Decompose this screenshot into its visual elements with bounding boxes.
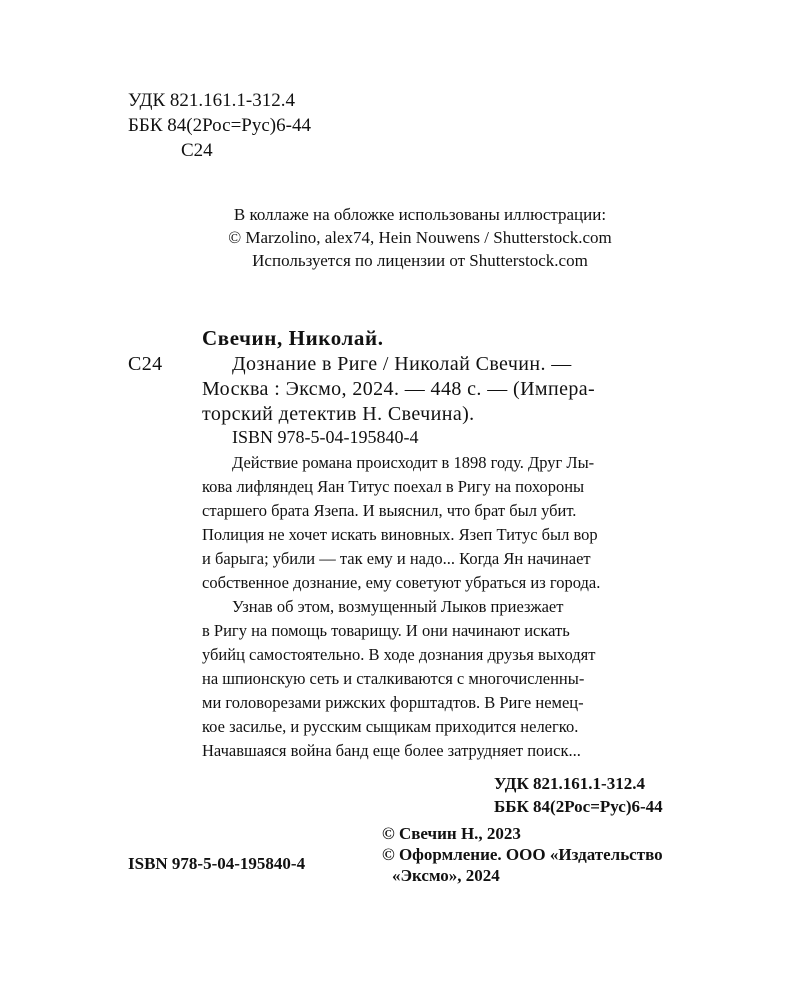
bottom-udk-code: УДК 821.161.1-312.4 — [494, 774, 645, 793]
record-isbn: ISBN 978-5-04-195840-4 — [232, 427, 419, 447]
copyright-line: «Эксмо», 2024 — [392, 866, 500, 885]
annotation-line: Начавшаяся война банд еще более затрудняет поиск... — [202, 741, 581, 760]
record-line: торский детектив Н. Свечина). — [202, 403, 475, 425]
annotation-line: Узнав об этом, возмущенный Лыков приезжает — [232, 597, 564, 616]
annotation-line: собственное дознание, ему советуют убраться из города. — [202, 573, 601, 592]
author-mark: С24 — [181, 140, 213, 161]
annotation-line: кое засилье, и русским сыщикам приходится нелегко. — [202, 717, 579, 736]
bbk-code: ББК 84(2Рос=Рус)6-44 — [128, 115, 311, 136]
annotation-line: ми головорезами рижских форштадтов. В Риге немец- — [202, 693, 584, 712]
cover-credits-line-2: © Marzolino, alex74, Hein Nouwens / Shutterstock.com — [228, 228, 612, 247]
annotation-line: убийц самостоятельно. В ходе дознания друзья выходят — [202, 645, 596, 664]
record-heading: Свечин, Николай. — [202, 326, 384, 350]
record-line: Москва : Эксмо, 2024. — 448 с. — (Импера- — [202, 378, 596, 400]
footer-isbn: ISBN 978-5-04-195840-4 — [128, 854, 306, 873]
copyright-line: © Свечин Н., 2023 — [382, 824, 521, 843]
cover-credits-line-1: В коллаже на обложке использованы иллюстрации: — [233, 205, 607, 224]
annotation-line: Действие романа происходит в 1898 году. Друг Лы- — [232, 453, 595, 472]
record-line: Дознание в Риге / Николай Свечин. — — [232, 353, 572, 375]
udk-code: УДК 821.161.1-312.4 — [128, 90, 295, 111]
cover-credits-line-3: Используется по лицензии от Shutterstock.com — [252, 251, 588, 270]
annotation-line: в Ригу на помощь товарищу. И они начинают искать — [202, 621, 570, 640]
annotation-line: старшего брата Язепа. И выяснил, что брат был убит. — [202, 501, 577, 520]
annotation-line: и барыга; убили — так ему и надо... Когда Ян начинает — [202, 549, 591, 568]
annotation-line: кова лифляндец Яан Титус поехал в Ригу на похороны — [202, 477, 585, 496]
copyright-line: © Оформление. ООО «Издательство — [382, 845, 663, 864]
annotation-line: Полиция не хочет искать виновных. Язеп Титус был вор — [202, 525, 598, 544]
annotation-line: на шпионскую сеть и сталкиваются с многочисленны- — [202, 669, 585, 688]
bottom-bbk-code: ББК 84(2Рос=Рус)6-44 — [494, 797, 663, 816]
record-author-mark: С24 — [128, 353, 163, 375]
